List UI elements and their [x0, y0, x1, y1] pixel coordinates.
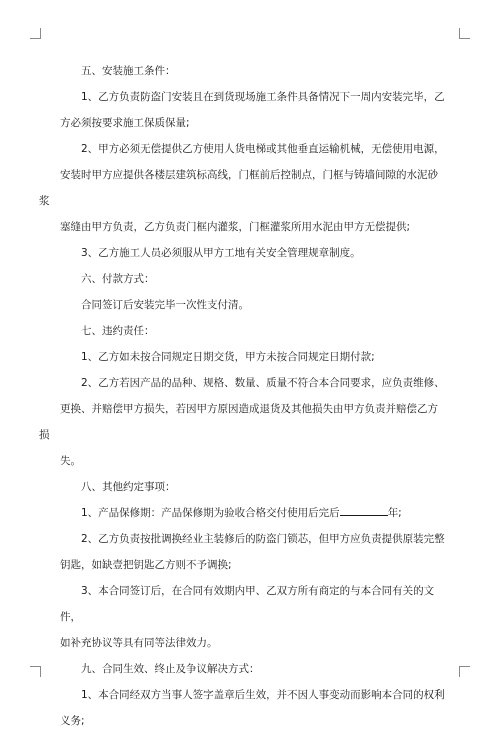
- section-9-paragraph-1: [60, 682, 446, 734]
- section-7-heading: 七、违约责任：: [81, 325, 155, 337]
- warranty-unit: 年;: [387, 507, 402, 519]
- warranty-text: 1、产品保修期：产品保修期为验收合格交付使用后完后: [81, 507, 340, 519]
- text-line: 1、乙方负责防盗门安装且在到货现场施工条件具备情况下一周内安装完毕，乙: [81, 91, 445, 103]
- section-8-heading: 八、其他约定事项：: [81, 481, 176, 493]
- section-7-paragraph-2: [39, 370, 446, 474]
- text-line: 2、乙方负责按批调换经业主装修后的防盗门锁芯，但甲方应负责提供原装完整: [81, 533, 445, 545]
- crop-mark-top-right: [459, 28, 470, 39]
- section-5-heading: 五、安装施工条件：: [81, 65, 176, 77]
- text-line: 钥匙，如缺壹把钥匙乙方则不予调换;: [60, 559, 232, 571]
- section-5-paragraph-1: [60, 84, 446, 136]
- text-line: 3、本合同签订后，在合同有效期内甲、乙双方所有商定的与本合同有关的文件，: [60, 585, 435, 623]
- section-6-heading: 六、付款方式：: [81, 273, 155, 285]
- section-8-paragraph-1: [60, 500, 446, 526]
- text-line: 更换、并赔偿甲方损失，若因甲方原因造成退货及其他损失由甲方负责并赔偿乙方损: [39, 403, 438, 441]
- text-line: 塞缝由甲方负责，乙方负责门框内灌浆，门框灌浆所用水泥由甲方无偿提供;: [60, 221, 411, 233]
- section-8-paragraph-2: [60, 526, 446, 578]
- text-line: 2、甲方必须无偿提供乙方使用人货电梯或其他垂直运输机械，无偿使用电源，: [81, 143, 445, 155]
- text-line: 失。: [60, 455, 81, 467]
- section-5-paragraph-3: 3、乙方施工人员必须服从甲方工地有关安全管理规章制度。: [81, 247, 361, 259]
- section-7-paragraph-1: 1、乙方如未按合同规定日期交货，甲方未按合同规定日期付款;: [81, 351, 375, 363]
- text-line: 方必须按要求施工保质保量;: [60, 117, 190, 129]
- section-6-paragraph-1: 合同签订后安装完毕一次性支付清。: [81, 299, 249, 311]
- text-line: 2、乙方若因产品的品种、规格、数量、质量不符合本合同要求，应负责维修、: [81, 377, 445, 389]
- text-line: 义务;: [60, 715, 85, 727]
- crop-mark-bottom-right: [459, 666, 470, 677]
- section-8-paragraph-3: [60, 578, 446, 656]
- text-line: 安装时甲方应提供各楼层建筑标高线，门框前后控制点，门框与铸墙间隙的水泥砂浆: [39, 169, 438, 207]
- text-line: 1、本合同经双方当事人签字盖章后生效，并不因人事变动而影响本合同的权利: [81, 689, 445, 701]
- section-5-paragraph-2: [39, 136, 446, 240]
- warranty-years-blank: [340, 505, 388, 516]
- crop-mark-bottom-left: [30, 666, 41, 677]
- document-page: [39, 58, 446, 734]
- text-line: 如补充协议等具有同等法律效力。: [60, 637, 218, 649]
- crop-mark-top-left: [30, 28, 41, 39]
- section-9-heading: 九、合同生效、终止及争议解决方式：: [81, 663, 260, 675]
